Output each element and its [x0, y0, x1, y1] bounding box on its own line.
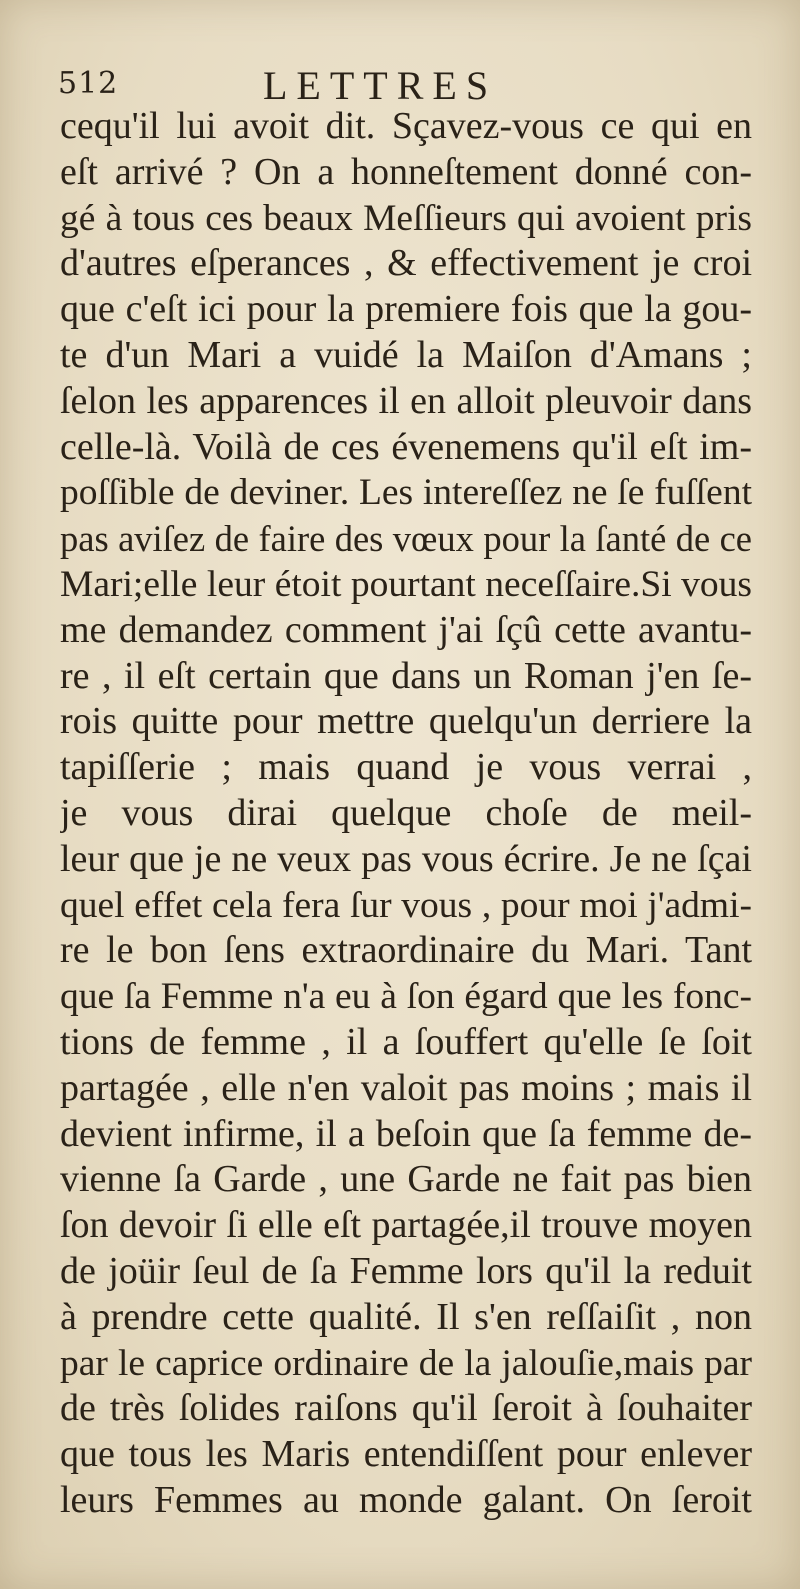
- text-line: re , il eſt certain que dans un Roman j'en ſe-: [60, 654, 752, 697]
- text-line: eſt arrivé ? On a honneſtement donné con-: [60, 150, 752, 193]
- text-line: re le bon ſens extraordinaire du Mari. Tant: [60, 929, 752, 972]
- text-line: je vous dirai quelque choſe de meil-: [60, 791, 752, 834]
- text-line: ſelon les apparences il en alloit pleuvoir dans: [60, 379, 752, 422]
- text-line: que c'eſt ici pour la premiere fois que la gou-: [60, 288, 752, 331]
- text-line: de très ſolides raiſons qu'il ſeroit à ſouhaiter: [60, 1387, 752, 1430]
- text-line: celle-là. Voilà de ces évenemens qu'il eſt im-: [60, 425, 752, 468]
- text-line: cequ'il lui avoit dit. Sçavez-vous ce qui en: [60, 105, 752, 147]
- text-line: d'autres eſperances , & effectivement je croi: [60, 242, 752, 285]
- text-line: à prendre cette qualité. Il s'en reſſaiſit , non: [60, 1295, 752, 1338]
- text-line: leur que je ne veux pas vous écrire. Je ne ſçai: [60, 837, 752, 880]
- text-line: que ſa Femme n'a eu à ſon égard que les fonc-: [60, 976, 752, 1018]
- text-line: leurs Femmes au monde galant. On ſeroit: [60, 1478, 752, 1521]
- page-header: [58, 58, 758, 108]
- text-line: partagée , elle n'en valoit pas moins ; mais il: [60, 1066, 752, 1109]
- running-head: LETTRES: [263, 63, 498, 108]
- text-line: tions de femme , il a ſouffert qu'elle ſe ſoit: [60, 1020, 752, 1063]
- text-line: Mari;elle leur étoit pourtant neceſſaire.Si vous: [60, 563, 752, 605]
- text-line: tapiſſerie ; mais quand je vous verrai ,: [60, 746, 752, 789]
- text-line: me demandez comment j'ai ſçû cette avantu-: [60, 608, 752, 651]
- text-line: poſſible de deviner. Les intereſſez ne ſe fuſſent: [60, 472, 752, 514]
- text-line: devient infirme, il a beſoin que ſa femme de-: [60, 1112, 752, 1155]
- text-line: vienne ſa Garde , une Garde ne fait pas bien: [60, 1158, 752, 1201]
- text-line: gé à tous ces beaux Meſſieurs qui avoient pris: [60, 197, 752, 239]
- text-line: pas aviſez de faire des vœux pour la ſanté de ce: [60, 518, 752, 560]
- text-line: ſon devoir ſi elle eſt partagée,il trouve moyen: [60, 1204, 752, 1247]
- text-line: que tous les Maris entendiſſent pour enlever: [60, 1433, 752, 1476]
- text-line: de joüir ſeul de ſa Femme lors qu'il la reduit: [60, 1249, 752, 1292]
- text-line: par le caprice ordinaire de la jalouſie,mais par: [60, 1342, 752, 1384]
- text-line: te d'un Mari a vuidé la Maiſon d'Amans ;: [60, 333, 752, 376]
- body-text: [60, 104, 752, 1524]
- text-line: quel effet cela fera ſur vous , pour moi j'admi-: [60, 884, 752, 926]
- page-number: 512: [58, 66, 119, 101]
- text-line: rois quitte pour mettre quelqu'un derriere la: [60, 700, 752, 743]
